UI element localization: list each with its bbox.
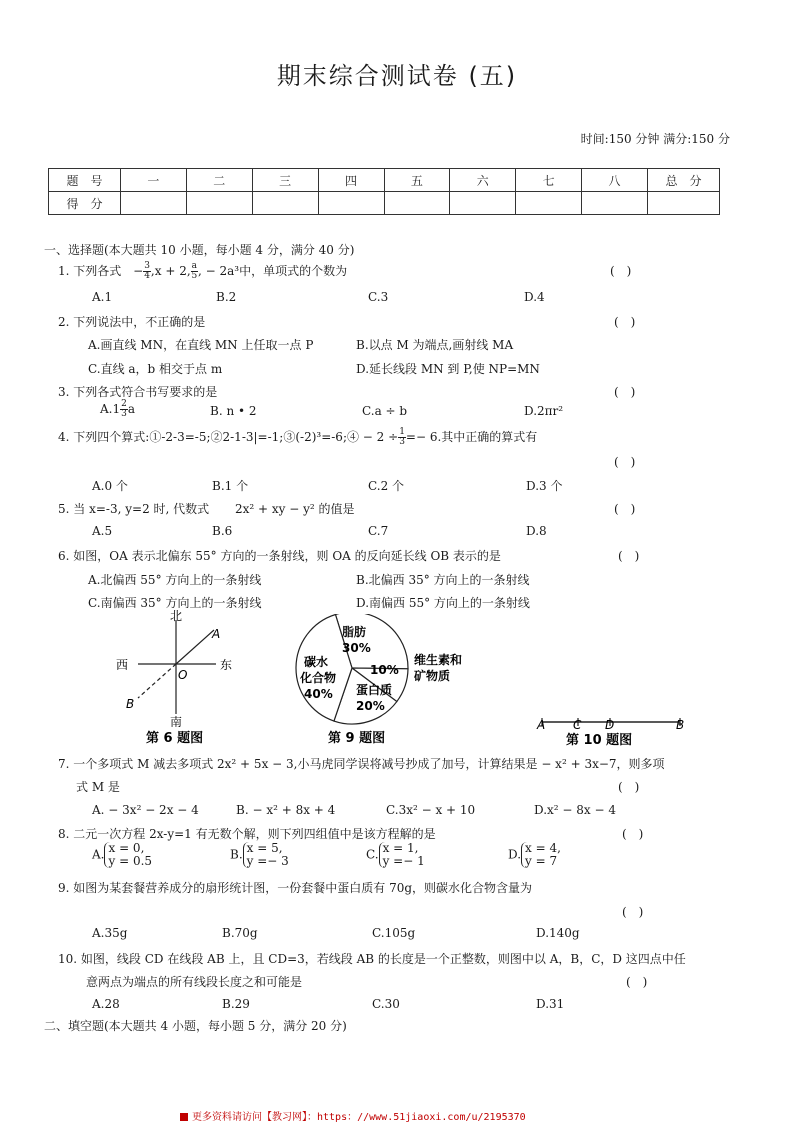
- slice-label-fat: 脂肪: [342, 625, 367, 639]
- point-c-label: C: [573, 718, 582, 732]
- option-d[interactable]: D.南偏西 55° 方向上的一条射线: [356, 596, 530, 610]
- question-text: =− 6.其中正确的算式有: [405, 430, 538, 444]
- score-cell: 六: [450, 169, 516, 192]
- score-cell: 五: [384, 169, 450, 192]
- fraction-numerator: a: [191, 261, 198, 271]
- figure-10-segment: [530, 712, 700, 752]
- slice-label-carb: 碳水: [304, 655, 329, 669]
- option-c[interactable]: C.30: [372, 997, 400, 1011]
- question-text: 二元一次方程 2x-y=1 有无数个解，则下列四组值中是该方程解的是: [73, 827, 436, 841]
- question-number: 3.: [58, 385, 70, 399]
- minus-sign: −: [133, 264, 144, 278]
- figure-6-diagram: [110, 608, 250, 748]
- answer-paren[interactable]: ( ): [622, 905, 644, 919]
- option-a[interactable]: A.0 个: [92, 479, 128, 493]
- option-d[interactable]: D.延长线段 MN 到 P,使 NP=MN: [356, 362, 540, 376]
- option-a[interactable]: A.35g: [92, 926, 128, 940]
- score-row-label: 得 分: [49, 192, 121, 215]
- question-6: [58, 547, 501, 564]
- equation-line: x = 5,: [246, 841, 283, 855]
- figure-9-pie-chart: [290, 614, 500, 748]
- point-b-label: B: [676, 718, 685, 732]
- score-input-cell[interactable]: [252, 192, 318, 215]
- question-4: [58, 428, 537, 447]
- expression-part: , − 2a³中，单项式的个数为: [198, 264, 348, 278]
- option-c[interactable]: C.直线 a，b 相交于点 m: [88, 362, 223, 376]
- score-input-cell[interactable]: [582, 192, 648, 215]
- fraction-numerator: 3: [144, 261, 150, 271]
- score-cell: 七: [516, 169, 582, 192]
- answer-paren[interactable]: ( ): [622, 827, 644, 841]
- equation-system: [243, 842, 289, 868]
- option-b[interactable]: [230, 842, 289, 868]
- question-8: [58, 825, 436, 842]
- footer-text: 更多资料请访问【教习网】：https：//www.51jiaoxi.com/u/2195370: [192, 1112, 526, 1123]
- slice-value-fat: 30%: [342, 641, 371, 655]
- figure-caption: 第 9 题图: [328, 731, 386, 746]
- option-b[interactable]: B.70g: [222, 926, 258, 940]
- score-input-cell[interactable]: [516, 192, 582, 215]
- option-c[interactable]: C.7: [368, 524, 389, 538]
- equation-line: x = 1,: [382, 841, 419, 855]
- score-cell: 四: [318, 169, 384, 192]
- score-cell: 题 号: [49, 169, 121, 192]
- question-number: 9.: [58, 881, 70, 895]
- option-a[interactable]: A.北偏西 55° 方向上的一条射线: [88, 573, 262, 587]
- question-1: [58, 262, 347, 281]
- question-number: 10.: [58, 952, 78, 966]
- question-text: 下列说法中，不正确的是: [73, 315, 206, 329]
- score-input-cell[interactable]: [450, 192, 516, 215]
- fraction: [120, 400, 128, 419]
- fraction-numerator: 2: [121, 399, 127, 409]
- expression-part: ,x + 2,: [150, 264, 191, 278]
- question-number: 4.: [58, 430, 70, 444]
- equation-line: x = 4,: [525, 841, 561, 855]
- equation-line: y = 7: [525, 854, 558, 868]
- option-c[interactable]: C.105g: [372, 926, 416, 940]
- option-text: a: [127, 402, 136, 416]
- question-text: 下列各式符合书写要求的是: [73, 385, 218, 399]
- score-table: [48, 168, 720, 215]
- answer-paren[interactable]: ( ): [614, 455, 636, 469]
- question-number: 8.: [58, 827, 70, 841]
- exam-meta: 时间:150 分钟 满分:150 分: [580, 132, 730, 146]
- question-7: [58, 755, 665, 772]
- option-c[interactable]: C.2 个: [368, 479, 405, 493]
- answer-paren[interactable]: ( ): [626, 975, 648, 989]
- ray-oa: [176, 630, 214, 664]
- fraction-numerator: 1: [399, 427, 405, 437]
- option-b[interactable]: B.2: [216, 290, 237, 304]
- answer-paren[interactable]: ( ): [618, 780, 640, 794]
- question-text: ,小马虎同学误将减号抄成了加号，计算结果是: [293, 757, 538, 771]
- option-c[interactable]: C.3: [368, 290, 389, 304]
- section-heading: 一、选择题(本大题共 10 小题，每小题 4 分，满分 40 分): [44, 243, 355, 257]
- option-c[interactable]: C.3x² − x + 10: [386, 803, 476, 817]
- north-label: 北: [170, 609, 183, 623]
- question-3: [58, 383, 217, 400]
- question-number: 7.: [58, 757, 70, 771]
- score-cell: 二: [186, 169, 252, 192]
- equation-line: y =− 1: [382, 854, 425, 868]
- slice-label-vitamins: 矿物质: [414, 669, 451, 683]
- ray-ob: [138, 664, 176, 698]
- question-math: [133, 261, 348, 281]
- score-cell: 八: [582, 169, 648, 192]
- answer-paren[interactable]: ( ): [618, 549, 640, 563]
- slice-label-vitamins: 维生素和: [414, 653, 463, 667]
- question-text: 一个多项式 M 减去多项式: [73, 757, 214, 771]
- question-text: 如图，线段 CD 在线段 AB 上，且 CD=3，若线段 AB 的长度是一个正整数，则图中以 A，B，C，D 这四点中任: [80, 952, 686, 966]
- question-text: 如图，OA 表示北偏东 55° 方向的一条射线，则 OA 的反向延长线 OB 表示的是: [73, 549, 501, 563]
- option-letter: C.: [366, 847, 379, 862]
- score-value-row: [49, 192, 720, 215]
- option-a[interactable]: A.5: [92, 524, 113, 538]
- answer-paren[interactable]: ( ): [610, 264, 632, 278]
- equation-system: [379, 842, 425, 868]
- flag-icon: [180, 1113, 188, 1121]
- question-number: 6.: [58, 549, 70, 563]
- question-text: 下列各式: [73, 264, 122, 278]
- option-b[interactable]: B.29: [222, 997, 250, 1011]
- east-label: 东: [220, 658, 233, 672]
- score-input-cell[interactable]: [648, 192, 720, 215]
- south-label: 南: [170, 715, 183, 729]
- score-cell: 一: [121, 169, 187, 192]
- question-number: 2.: [58, 315, 70, 329]
- question-10: [58, 950, 686, 967]
- answer-paren[interactable]: ( ): [614, 502, 636, 516]
- question-math: 2x² + xy − y²: [234, 502, 315, 516]
- west-label: 西: [116, 658, 129, 672]
- point-o-label: O: [178, 668, 188, 682]
- score-input-cell[interactable]: [384, 192, 450, 215]
- equation-line: x = 0,: [108, 841, 145, 855]
- question-9: [58, 879, 532, 896]
- score-input-cell[interactable]: [318, 192, 384, 215]
- option-d[interactable]: D.x² − 8x − 4: [534, 803, 616, 817]
- question-10-line2: 意两点为端点的所有线段长度之和可能是: [86, 975, 303, 989]
- figure-caption: 第 10 题图: [566, 733, 633, 748]
- question-math: − x² + 3x−7: [541, 757, 617, 771]
- equation-line: y = 0.5: [108, 854, 153, 868]
- option-letter: B.: [230, 847, 243, 862]
- option-d[interactable]: D.140g: [536, 926, 580, 940]
- score-cell: 总 分: [648, 169, 720, 192]
- option-b[interactable]: B. − x² + 8x + 4: [236, 803, 336, 817]
- question-text: ，则多项: [616, 757, 665, 771]
- footer-link[interactable]: [180, 1108, 526, 1123]
- question-text: 当 x=-3, y=2 时, 代数式: [73, 502, 210, 516]
- question-text: 如图为某套餐营养成分的扇形统计图，一份套餐中蛋白质有 70g，则碳水化合物含量为: [73, 881, 533, 895]
- page-title: 期末综合测试卷 (五): [276, 62, 518, 90]
- figure-caption: 第 6 题图: [146, 731, 204, 746]
- fraction-denominator: 4: [144, 271, 150, 281]
- option-d[interactable]: [508, 842, 561, 868]
- question-math: 2x² + 5x − 3: [217, 757, 294, 771]
- question-text: 下列四个算式:①-2-3=-5;②2-1-3|=-1;③(-2)³=-6;④ − 2 ÷: [73, 430, 399, 444]
- option-d[interactable]: D.3 个: [526, 479, 563, 493]
- option-d[interactable]: D.31: [536, 997, 565, 1011]
- option-label: A.1: [100, 402, 121, 416]
- fraction: [398, 428, 406, 447]
- fraction-denominator: 3: [399, 437, 405, 447]
- option-b[interactable]: B.北偏西 35° 方向上的一条射线: [356, 573, 530, 587]
- option-letter: D.: [508, 847, 522, 862]
- question-5: [58, 500, 355, 517]
- option-b[interactable]: B. n • 2: [210, 404, 257, 418]
- point-b-label: B: [126, 697, 135, 711]
- question-number: 1.: [58, 264, 70, 278]
- option-b[interactable]: B.6: [212, 524, 233, 538]
- option-a[interactable]: [92, 842, 152, 868]
- answer-paren[interactable]: ( ): [614, 385, 636, 399]
- slice-value-carb: 40%: [304, 687, 333, 701]
- option-b[interactable]: B.1 个: [212, 479, 249, 493]
- equation-system: [104, 842, 152, 868]
- score-header-row: [49, 169, 720, 192]
- option-letter: A.: [92, 847, 105, 862]
- question-2: [58, 313, 205, 330]
- fraction-denominator: 3: [121, 409, 127, 419]
- option-c[interactable]: [366, 842, 425, 868]
- option-a[interactable]: A.画直线 MN，在直线 MN 上任取一点 P: [88, 338, 314, 352]
- option-c[interactable]: C.南偏西 35° 方向上的一条射线: [88, 596, 262, 610]
- point-a-label: A: [212, 627, 221, 641]
- question-number: 5.: [58, 502, 70, 516]
- equation-system: [521, 842, 561, 868]
- slice-label-protein: 蛋白质: [356, 683, 393, 697]
- fraction-denominator: 5: [191, 271, 198, 281]
- score-input-cell[interactable]: [121, 192, 187, 215]
- option-c[interactable]: C.a ÷ b: [362, 404, 408, 418]
- option-b[interactable]: B.以点 M 为端点,画射线 MA: [356, 338, 514, 352]
- slice-value-protein: 20%: [356, 699, 385, 713]
- fraction: [191, 262, 198, 281]
- question-text: 的值是: [318, 502, 355, 516]
- question-7-line2: 式 M 是: [76, 780, 120, 794]
- option-d[interactable]: D.2πr²: [524, 404, 564, 418]
- option-a[interactable]: A. − 3x² − 2x − 4: [92, 803, 199, 817]
- option-d[interactable]: D.4: [524, 290, 545, 304]
- point-a-label: A: [537, 718, 546, 732]
- equation-line: y =− 3: [246, 854, 289, 868]
- point-d-label: D: [605, 718, 615, 732]
- option-d[interactable]: D.8: [526, 524, 547, 538]
- slice-label-carb: 化合物: [300, 671, 337, 685]
- option-a[interactable]: A.28: [92, 997, 120, 1011]
- score-input-cell[interactable]: [186, 192, 252, 215]
- slice-value-vitamins: 10%: [370, 663, 399, 677]
- option-a[interactable]: [100, 400, 135, 419]
- score-cell: 三: [252, 169, 318, 192]
- option-a[interactable]: A.1: [92, 290, 113, 304]
- fraction: [143, 262, 151, 281]
- answer-paren[interactable]: ( ): [614, 315, 636, 329]
- section-heading: 二、填空题(本大题共 4 小题，每小题 5 分，满分 20 分): [44, 1019, 347, 1033]
